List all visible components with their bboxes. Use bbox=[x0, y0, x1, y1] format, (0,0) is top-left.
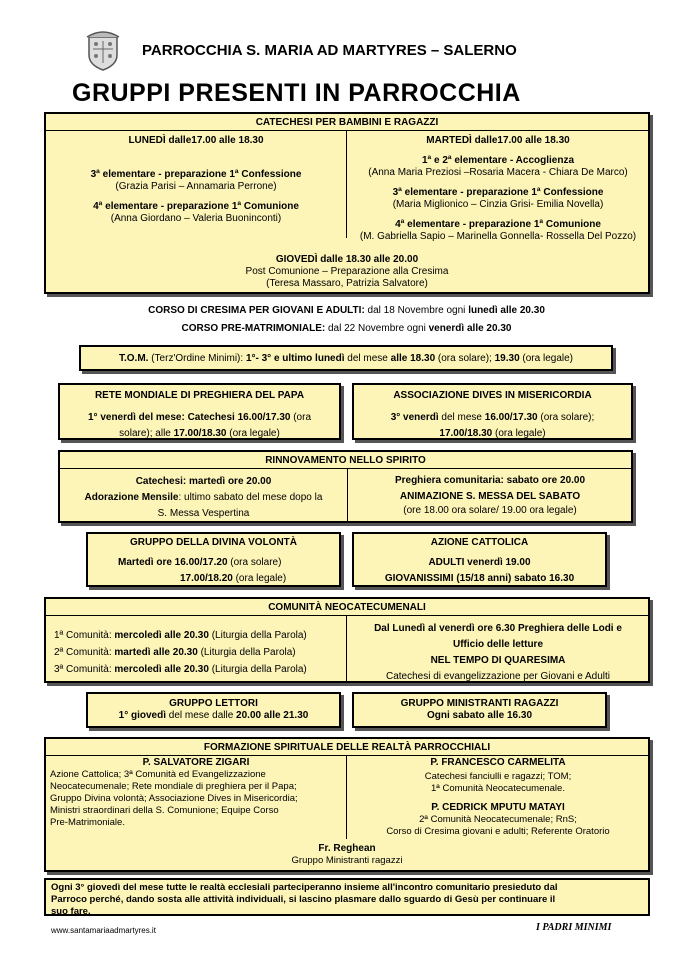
formazione-box bbox=[44, 737, 650, 872]
neocat-catechesi: Catechesi di evangelizzazione per Giovani e Adulti bbox=[385, 671, 611, 682]
ministranti-box bbox=[352, 692, 607, 728]
thursday-title: GIOVEDÌ dalle 18.30 alle 20.00 bbox=[275, 254, 419, 265]
zigari-line-5: Pre-Matrimoniale. bbox=[50, 817, 125, 828]
lettori-box bbox=[86, 692, 341, 728]
monday-time: dalle17.00 alle 18.30 bbox=[165, 135, 264, 146]
parish-coat-of-arms-icon bbox=[85, 29, 121, 71]
footer-note-line-3: suo fare. bbox=[51, 906, 91, 917]
thursday-section bbox=[46, 254, 648, 290]
tuesday-group3-title: 4ª elementare - preparazione 1ª Comunione bbox=[395, 219, 601, 230]
website-link[interactable]: www.santamariaadmartyres.it bbox=[51, 926, 156, 935]
divina-title: GRUPPO DELLA DIVINA VOLONTÀ bbox=[129, 537, 298, 548]
lettori-time: 20.00 alle 21.30 bbox=[236, 710, 309, 721]
cresima-label: CORSO DI CRESIMA PER GIOVANI E ADULTI: bbox=[148, 305, 365, 316]
dives-title: ASSOCIAZIONE DIVES IN MISERICORDIA bbox=[393, 390, 592, 401]
tuesday-group2-title: 3ª elementare - preparazione 1ª Confessione bbox=[392, 187, 604, 198]
zigari-line-4: Ministri straordinari della S. Comunione; Equipe Corso bbox=[50, 805, 279, 816]
zigari-line-3: Gruppo Divina volontà; Associazione Dives in Misericordia; bbox=[50, 793, 298, 804]
carmelita-line-1: Catechesi fanciulli e ragazzi; TOM; bbox=[424, 771, 572, 782]
page-title: GRUPPI PRESENTI IN PARROCCHIA bbox=[72, 79, 521, 107]
monday-column bbox=[46, 135, 346, 225]
rinnovamento-orari: (ore 18.00 ora solare/ 19.00 ora legale) bbox=[403, 505, 577, 516]
divina-legale-label: (ora legale) bbox=[232, 573, 287, 584]
ministranti-when: Ogni sabato alle 16.30 bbox=[426, 710, 533, 721]
catechesi-box bbox=[44, 112, 650, 294]
rete-solare-label-cont: solare); bbox=[119, 428, 156, 439]
zigari-line-2: Neocatecumenale; Rete mondiale di preghiera per il Papa; bbox=[50, 781, 297, 792]
parish-logo bbox=[85, 29, 121, 71]
monday-group1-people: (Grazia Parisi – Annamaria Perrone) bbox=[115, 181, 277, 192]
cresima-day: lunedì alle 20.30 bbox=[468, 305, 545, 316]
carmelita-name: P. FRANCESCO CARMELITA bbox=[430, 757, 566, 768]
monday-group2-people: (Anna Giordano – Valeria Buoninconti) bbox=[110, 213, 282, 224]
dives-box bbox=[352, 383, 633, 440]
divina-time-legale: 17.00/18.20 bbox=[180, 573, 233, 584]
tom-box bbox=[79, 345, 613, 371]
rinnovamento-adorazione: Adorazione Mensile bbox=[84, 492, 179, 503]
cedrick-line-1: 2ª Comunità Neocatecumenale; RnS; bbox=[419, 814, 577, 825]
divina-solare-label: (ora solare) bbox=[227, 557, 282, 568]
neocat-row-2: 2ª Comunità: martedì alle 20.30 (Liturgia della Parola) bbox=[54, 647, 296, 658]
ministranti-title: GRUPPO MINISTRANTI RAGAZZI bbox=[400, 698, 559, 709]
dives-when: 3° venerdì bbox=[390, 412, 439, 423]
prematrimoniale-from: dal 22 Novembre ogni bbox=[325, 323, 429, 334]
tom-when: 1°- 3° e ultimo lunedì bbox=[245, 353, 345, 364]
tom-time-solare: alle 18.30 bbox=[390, 353, 436, 364]
lettori-mid: del mese dalle bbox=[166, 710, 237, 721]
azione-adulti: ADULTI venerdì 19.00 bbox=[428, 557, 531, 568]
rinnovamento-animazione: ANIMAZIONE S. MESSA DEL SABATO bbox=[399, 491, 581, 502]
tom-solare-label: (ora solare); bbox=[435, 353, 495, 364]
divina-time-solare: Martedì ore 16.00/17.20 bbox=[118, 557, 228, 568]
azione-box bbox=[352, 532, 607, 587]
azione-giovanissimi: GIOVANISSIMI (15/18 anni) sabato 16.30 bbox=[384, 573, 575, 584]
tuesday-group2-people: (Maria Miglionico – Cinzia Grisi- Emilia Novella) bbox=[392, 199, 604, 210]
lettori-title: GRUPPO LETTORI bbox=[169, 698, 258, 709]
rete-time-legale: 17.00/18.30 bbox=[173, 428, 227, 439]
rinnovamento-box bbox=[58, 450, 633, 523]
prematrimoniale-label: CORSO PRE-MATRIMONIALE: bbox=[181, 323, 326, 334]
neocat-quaresima: NEL TEMPO DI QUARESIMA bbox=[430, 655, 566, 666]
footer-note-line-1: Ogni 3° giovedì del mese tutte le realtà ecclesiali parteciperanno insieme all'incontro comunitario presieduto dal bbox=[51, 882, 558, 893]
footer-note-line-2: Parroco perché, dando sosta alle attività individuali, si lascino plasmare dallo sguardo di Gesù per continuare il bbox=[51, 894, 556, 905]
divina-box bbox=[86, 532, 341, 587]
azione-title: AZIONE CATTOLICA bbox=[430, 537, 529, 548]
lettori-when: 1° giovedì bbox=[118, 710, 166, 721]
cresima-course bbox=[0, 305, 693, 317]
rete-solare-label: (ora bbox=[290, 412, 311, 423]
dives-legale-label: (ora legale) bbox=[492, 428, 546, 439]
rete-legale-label: (ora legale) bbox=[226, 428, 280, 439]
thursday-desc: Post Comunione – Preparazione alla Cresima bbox=[245, 266, 449, 277]
tom-time-legale: 19.30 bbox=[494, 353, 520, 364]
rinnovamento-title: RINNOVAMENTO NELLO SPIRITO bbox=[265, 455, 426, 466]
tuesday-group3-people: (M. Gabriella Sapio – Marinella Gonnella- Rossella Del Pozzo) bbox=[359, 231, 637, 242]
reghean-line-1: Gruppo Ministranti ragazzi bbox=[291, 855, 403, 866]
tom-name: T.O.M. bbox=[119, 353, 149, 364]
dives-solare-label: (ora solare); bbox=[537, 412, 595, 423]
tuesday-group1-people: (Anna Maria Preziosi –Rosaria Macera - Chiara De Marco) bbox=[368, 167, 628, 178]
signature: I PADRI MINIMI bbox=[536, 922, 612, 933]
rete-alle: alle bbox=[155, 428, 174, 439]
tuesday-group1-title: 1ª e 2ª elementare - Accoglienza bbox=[421, 155, 575, 166]
formazione-title: FORMAZIONE SPIRITUALE DELLE REALTÀ PARROCCHIALI bbox=[203, 742, 491, 753]
tom-sub: (Terz'Ordine Minimi): bbox=[148, 353, 246, 364]
tuesday-time: dalle17.00 alle 18.30 bbox=[471, 135, 570, 146]
rinnovamento-messa: S. Messa Vespertina bbox=[157, 508, 250, 519]
carmelita-line-2: 1ª Comunità Neocatecumenale. bbox=[431, 783, 565, 794]
neocat-title: COMUNITÀ NEOCATECUMENALI bbox=[268, 602, 426, 613]
monday-day: LUNEDÌ bbox=[128, 135, 166, 146]
monday-group1-title: 3ª elementare - preparazione 1ª Confessione bbox=[90, 169, 302, 180]
neocat-row-3: 3ª Comunità: mercoledì alle 20.30 (Liturgia della Parola) bbox=[54, 664, 307, 675]
neocat-ufficio: Ufficio delle letture bbox=[452, 639, 543, 650]
tuesday-day: MARTEDÌ bbox=[426, 135, 472, 146]
rete-box bbox=[58, 383, 341, 440]
reghean-name: Fr. Reghean bbox=[318, 843, 376, 854]
dives-mid: del mese bbox=[438, 412, 485, 423]
monday-group2-title: 4ª elementare - preparazione 1ª Comunione bbox=[93, 201, 299, 212]
catechesi-title: CATECHESI PER BAMBINI E RAGAZZI bbox=[255, 117, 439, 128]
neocat-row-1: 1ª Comunità: mercoledì alle 20.30 (Liturgia della Parola) bbox=[54, 630, 307, 641]
tom-legale-label: (ora legale) bbox=[519, 353, 573, 364]
tuesday-column bbox=[346, 135, 650, 243]
zigari-name: P. SALVATORE ZIGARI bbox=[142, 757, 250, 768]
prematrimoniale-course bbox=[0, 323, 693, 335]
rinnovamento-preghiera: Preghiera comunitaria: sabato ore 20.00 bbox=[394, 475, 586, 486]
thursday-people: (Teresa Massaro, Patrizia Salvatore) bbox=[266, 278, 428, 289]
rete-title: RETE MONDIALE DI PREGHIERA DEL PAPA bbox=[94, 390, 305, 401]
cedrick-name: P. CEDRICK MPUTU MATAYI bbox=[431, 802, 565, 813]
rinnovamento-adorazione-desc: : ultimo sabato del mese dopo la bbox=[178, 492, 323, 503]
neocat-lodi: Dal Lunedì al venerdì ore 6.30 Preghiera delle Lodi e bbox=[374, 623, 622, 634]
rete-when: 1° venerdì del mese: Catechesi 16.00/17.30 bbox=[87, 412, 291, 423]
zigari-line-1: Azione Cattolica; 3ª Comunità ed Evangelizzazione bbox=[50, 769, 266, 780]
footer-note-box bbox=[44, 878, 650, 916]
dives-time-legale: 17.00/18.30 bbox=[439, 428, 493, 439]
cresima-from: dal 18 Novembre ogni bbox=[364, 305, 469, 316]
dives-time-solare: 16.00/17.30 bbox=[484, 412, 538, 423]
cedrick-line-2: Corso di Cresima giovani e adulti; Referente Oratorio bbox=[386, 826, 610, 837]
prematrimoniale-day: venerdì alle 20.30 bbox=[428, 323, 512, 334]
neocat-box bbox=[44, 597, 650, 683]
tom-mid: del mese bbox=[344, 353, 391, 364]
parish-name: PARROCCHIA S. MARIA AD MARTYRES – SALERNO bbox=[142, 42, 517, 59]
rinnovamento-catechesi: Catechesi: martedì ore 20.00 bbox=[135, 476, 272, 487]
